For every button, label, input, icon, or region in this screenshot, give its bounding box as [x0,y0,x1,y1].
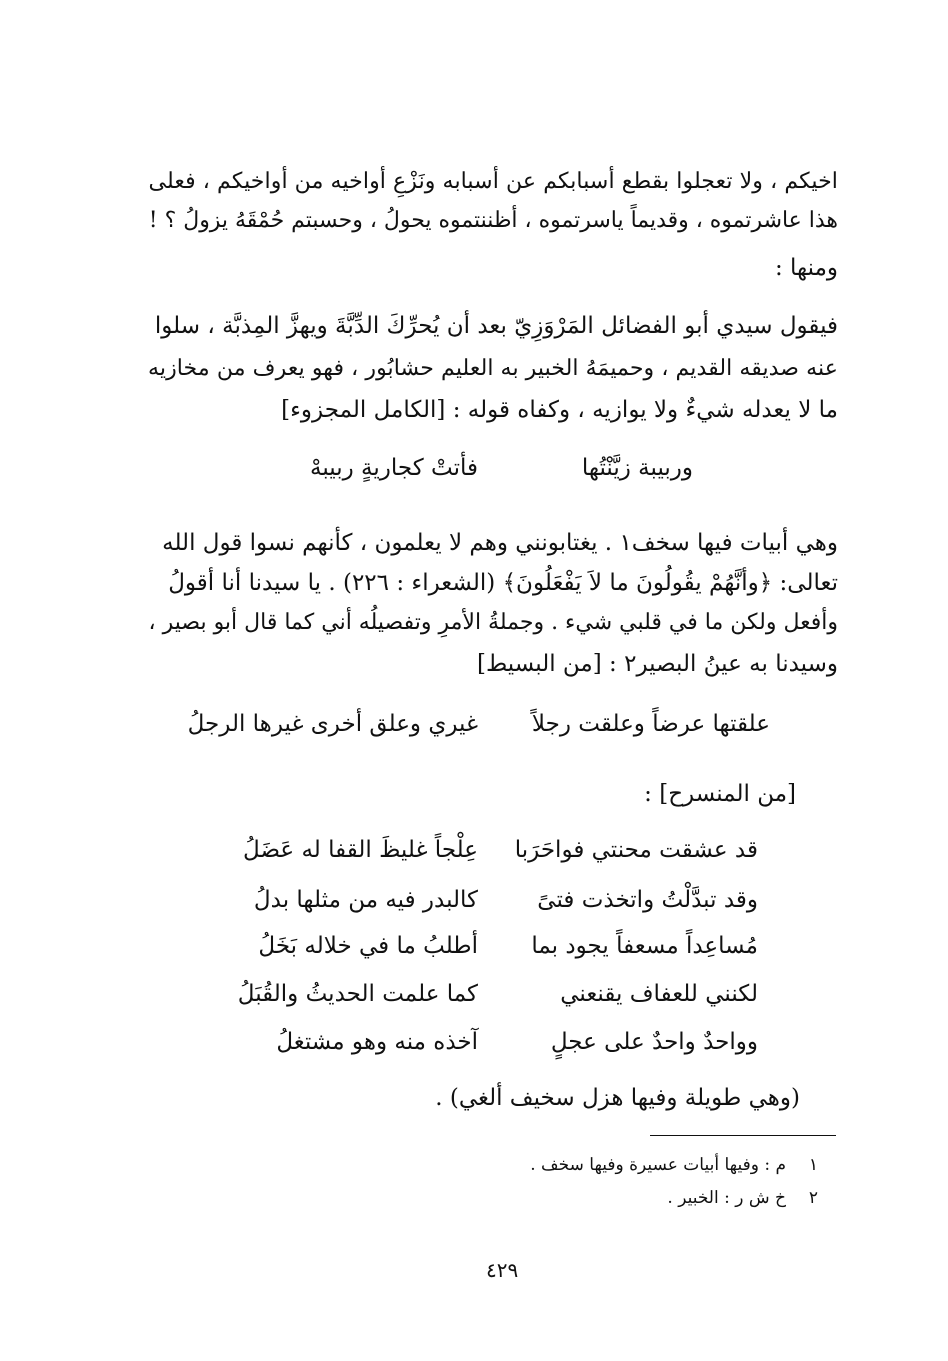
prose-line: عنه صديقه القديم ، وحميمَهُ الخبير به العليم حشابُور ، فهو يعرف من مخازيه [148,355,838,381]
verse-hemistich-left: كالبدر فيه من مثلها بدلُ [253,887,478,913]
meter-label: [من المنسرح] : [644,781,796,807]
footnote-divider [650,1135,836,1136]
verse-hemistich-right: وواحدٌ واحدٌ على عجلٍ [550,1029,758,1055]
verse-hemistich-left: غيري وعلق أخرى غيرها الرجلُ [187,711,478,737]
prose-line: وأفعل ولكن ما في قلبي شيء . وجملةُ الأمرِ وتفصيلُه أني كما قال أبو بصير ، [148,610,838,635]
verse-hemistich-left: فأتتْ كجاريةٍ ربيبهْ [310,455,478,481]
footnote-number: ١ [808,1155,818,1175]
verse-hemistich-left: أطلبُ ما في خلاله بَخَلُ [258,933,478,959]
verse-hemistich-right: وقد تبدَّلْتُ واتخذت فتىً [537,887,758,913]
prose-line: اخيكم ، ولا تعجلوا بقطع أسبابكم عن أسبابه ونَزْعِ أواخيه من أواخيكم ، فعلى [148,168,838,194]
verse-hemistich-right: قد عشقت محنتي فواحَرَبا [514,837,758,863]
page-number: ٤٢٩ [486,1258,519,1282]
footnote-number: ٢ [808,1188,818,1208]
verse-hemistich-right: وربيبة زيَّنْتُها [581,455,693,481]
footnote-text: خ ش ر : الخبير . [667,1188,786,1208]
prose-line: فيقول سيدي أبو الفضائل المَرْوَزِيّ بعد أن يُحرِّكَ الدِّبَّةَ ويهزَّ المِذبَّة ، سلوا [154,313,838,339]
verse-hemistich-left: عِلْجاً غليظَ القفا له عَضَلُ [243,837,478,863]
verse-hemistich-left: آخذه منه وهو مشتغلُ [276,1029,478,1055]
closing-note: (وهي طويلة وفيها هزل سخيف ألغي) . [435,1085,800,1111]
verse-hemistich-left: كما علمت الحديثُ والقُبَلُ [237,981,478,1007]
prose-line: ما لا يعدله شيءٌ ولا يوازيه ، وكفاه قوله : [الكامل المجزوء] [281,397,838,423]
prose-line: وسيدنا به عينُ البصير٢ : [من البسيط] [476,651,838,677]
verse-hemistich-right: لكنني للعفاف يقنعني [560,981,758,1007]
verse-hemistich-right: علقتها عرضاً وعلقت رجلاً [531,711,770,737]
prose-line: وهي أبيات فيها سخف١ . يغتابونني وهم لا يعلمون ، كأنهم نسوا قول الله [162,530,838,556]
footnote-text: م : وفيها أبيات عسيرة وفيها سخف . [530,1155,786,1175]
prose-line: تعالى: ﴿وأنَّهُمْ يقُولُونَ ما لاَ يَفْعَلُونَ﴾ (الشعراء : ٢٢٦) . يا سيدنا أنا أقولُ [168,570,838,596]
prose-line: ومنها : [774,255,838,281]
prose-line: هذا عاشرتموه ، وقديماً ياسرتموه ، أظننتموه يحولُ ، وحسبتم حُمْقَهُ يزولُ ؟ ! [148,208,838,233]
verse-hemistich-right: مُساعِداً مسعفاً يجود بما [531,933,758,959]
